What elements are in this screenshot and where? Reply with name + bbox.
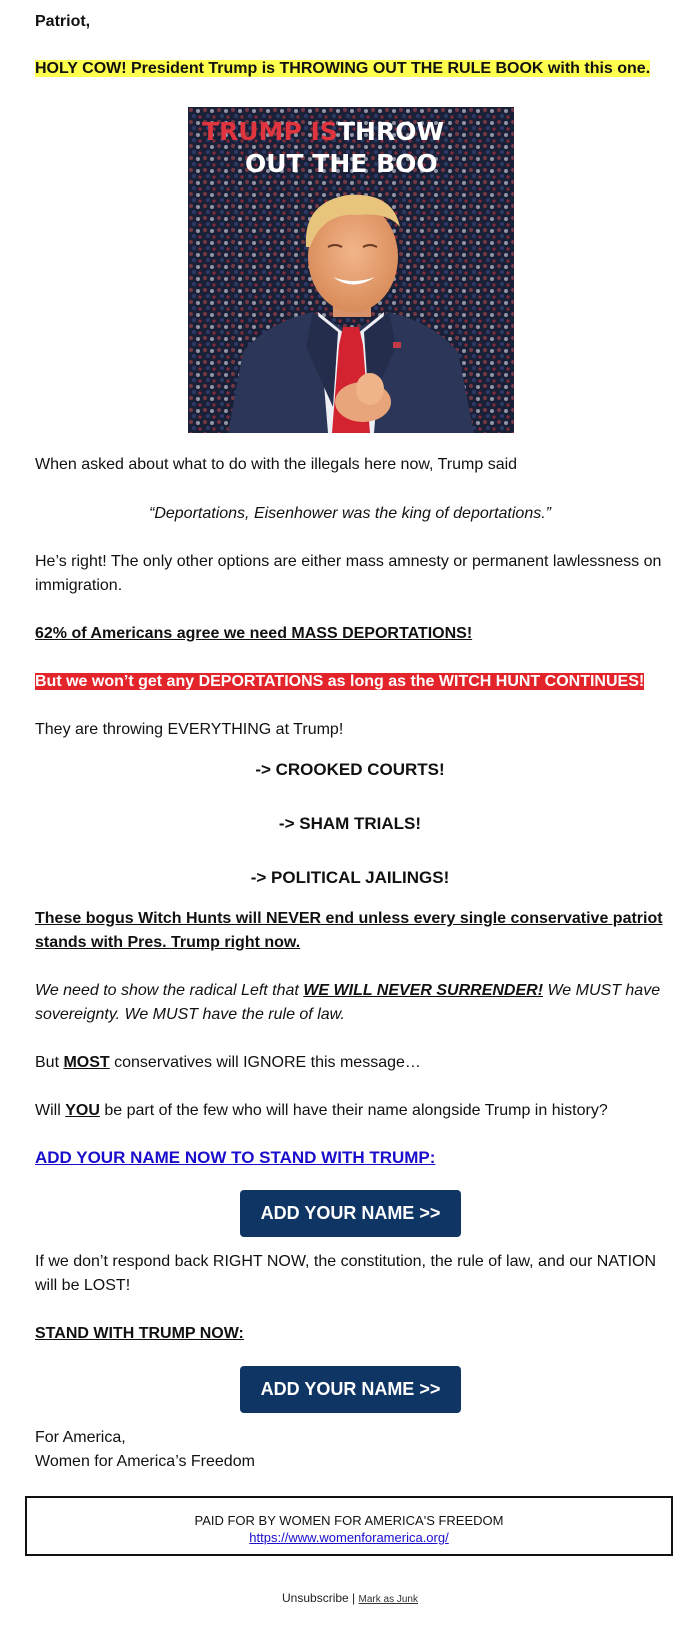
paid-for-text: PAID FOR BY WOMEN FOR AMERICA'S FREEDOM xyxy=(194,1513,504,1528)
bullet-trials: -> SHAM TRIALS! xyxy=(278,814,422,833)
never-surrender-a: We need to show the radical Left that xyxy=(35,982,304,999)
website-link[interactable]: https://www.womenforamerica.org/ xyxy=(249,1530,449,1545)
quote: “Deportations, Eisenhower was the king of deportations.” xyxy=(149,505,551,522)
unsubscribe-bar xyxy=(0,1591,700,1605)
headline-text: HOLY COW! President Trump is THROWING OUT THE RULE BOOK with this one. xyxy=(35,60,651,77)
you-paragraph xyxy=(35,1099,665,1123)
cta-link[interactable]: ADD YOUR NAME NOW TO STAND WITH TRUMP: xyxy=(35,1148,436,1167)
add-your-name-button[interactable]: ADD YOUR NAME >> xyxy=(240,1190,461,1237)
red-banner xyxy=(35,670,665,694)
bullet-jailings: -> POLITICAL JAILINGS! xyxy=(250,868,450,887)
most-a: But xyxy=(35,1054,64,1071)
hero-text-red: TRUMP IS xyxy=(202,117,338,146)
unsubscribe-link[interactable]: Unsubscribe xyxy=(282,1591,349,1605)
add-your-name-button-2[interactable]: ADD YOUR NAME >> xyxy=(240,1366,461,1413)
stand-now-line: STAND WITH TRUMP NOW: xyxy=(35,1325,244,1342)
never-surrender-c: We MUST have sovereignty. We MUST have the rule of law. xyxy=(35,982,661,1023)
paid-for-box xyxy=(25,1496,673,1556)
greeting: Patriot, xyxy=(35,13,91,30)
signoff-line2: Women for America’s Freedom xyxy=(35,1453,255,1470)
paragraph-illegals: When asked about what to do with the illegals here now, Trump said xyxy=(35,456,518,473)
you-emphasis: YOU xyxy=(65,1102,100,1119)
separator: | xyxy=(348,1591,359,1605)
hero-text-white: THROW xyxy=(338,117,445,146)
witch-hunt-paragraph: These bogus Witch Hunts will NEVER end unless every single conservative patriot stands with Pres. Trump right now. xyxy=(35,910,663,951)
hero-text-line2: OUT THE BOO xyxy=(245,149,438,178)
lost-paragraph: If we don’t respond back RIGHT NOW, the constitution, the rule of law, and our NATION will be LOST! xyxy=(35,1253,657,1294)
you-c: be part of the few who will have their name alongside Trump in history? xyxy=(99,1102,608,1119)
stat-line: 62% of Americans agree we need MASS DEPORTATIONS! xyxy=(35,625,473,642)
paragraph-options: He’s right! The only other options are either mass amnesty or permanent lawlessness on immigration. xyxy=(35,553,662,594)
most-paragraph xyxy=(35,1051,665,1075)
signoff-line1: For America, xyxy=(35,1429,126,1446)
mark-as-junk-link[interactable]: Mark as Junk xyxy=(358,1594,418,1605)
most-c: conservatives will IGNORE this message… xyxy=(109,1054,421,1071)
headline xyxy=(35,57,665,81)
cta-link-line xyxy=(35,1146,665,1171)
never-surrender-paragraph xyxy=(35,979,665,1027)
trump-rally-illustration xyxy=(188,107,514,433)
never-surrender-emphasis: WE WILL NEVER SURRENDER! xyxy=(303,982,544,999)
paragraph-throwing: They are throwing EVERYTHING at Trump! xyxy=(35,721,344,738)
you-a: Will xyxy=(35,1102,66,1119)
bullet-courts: -> CROOKED COURTS! xyxy=(255,760,445,779)
red-banner-text: But we won’t get any DEPORTATIONS as long as the WITCH HUNT CONTINUES! xyxy=(35,673,645,690)
most-emphasis: MOST xyxy=(63,1054,110,1071)
hero-image xyxy=(188,107,514,433)
